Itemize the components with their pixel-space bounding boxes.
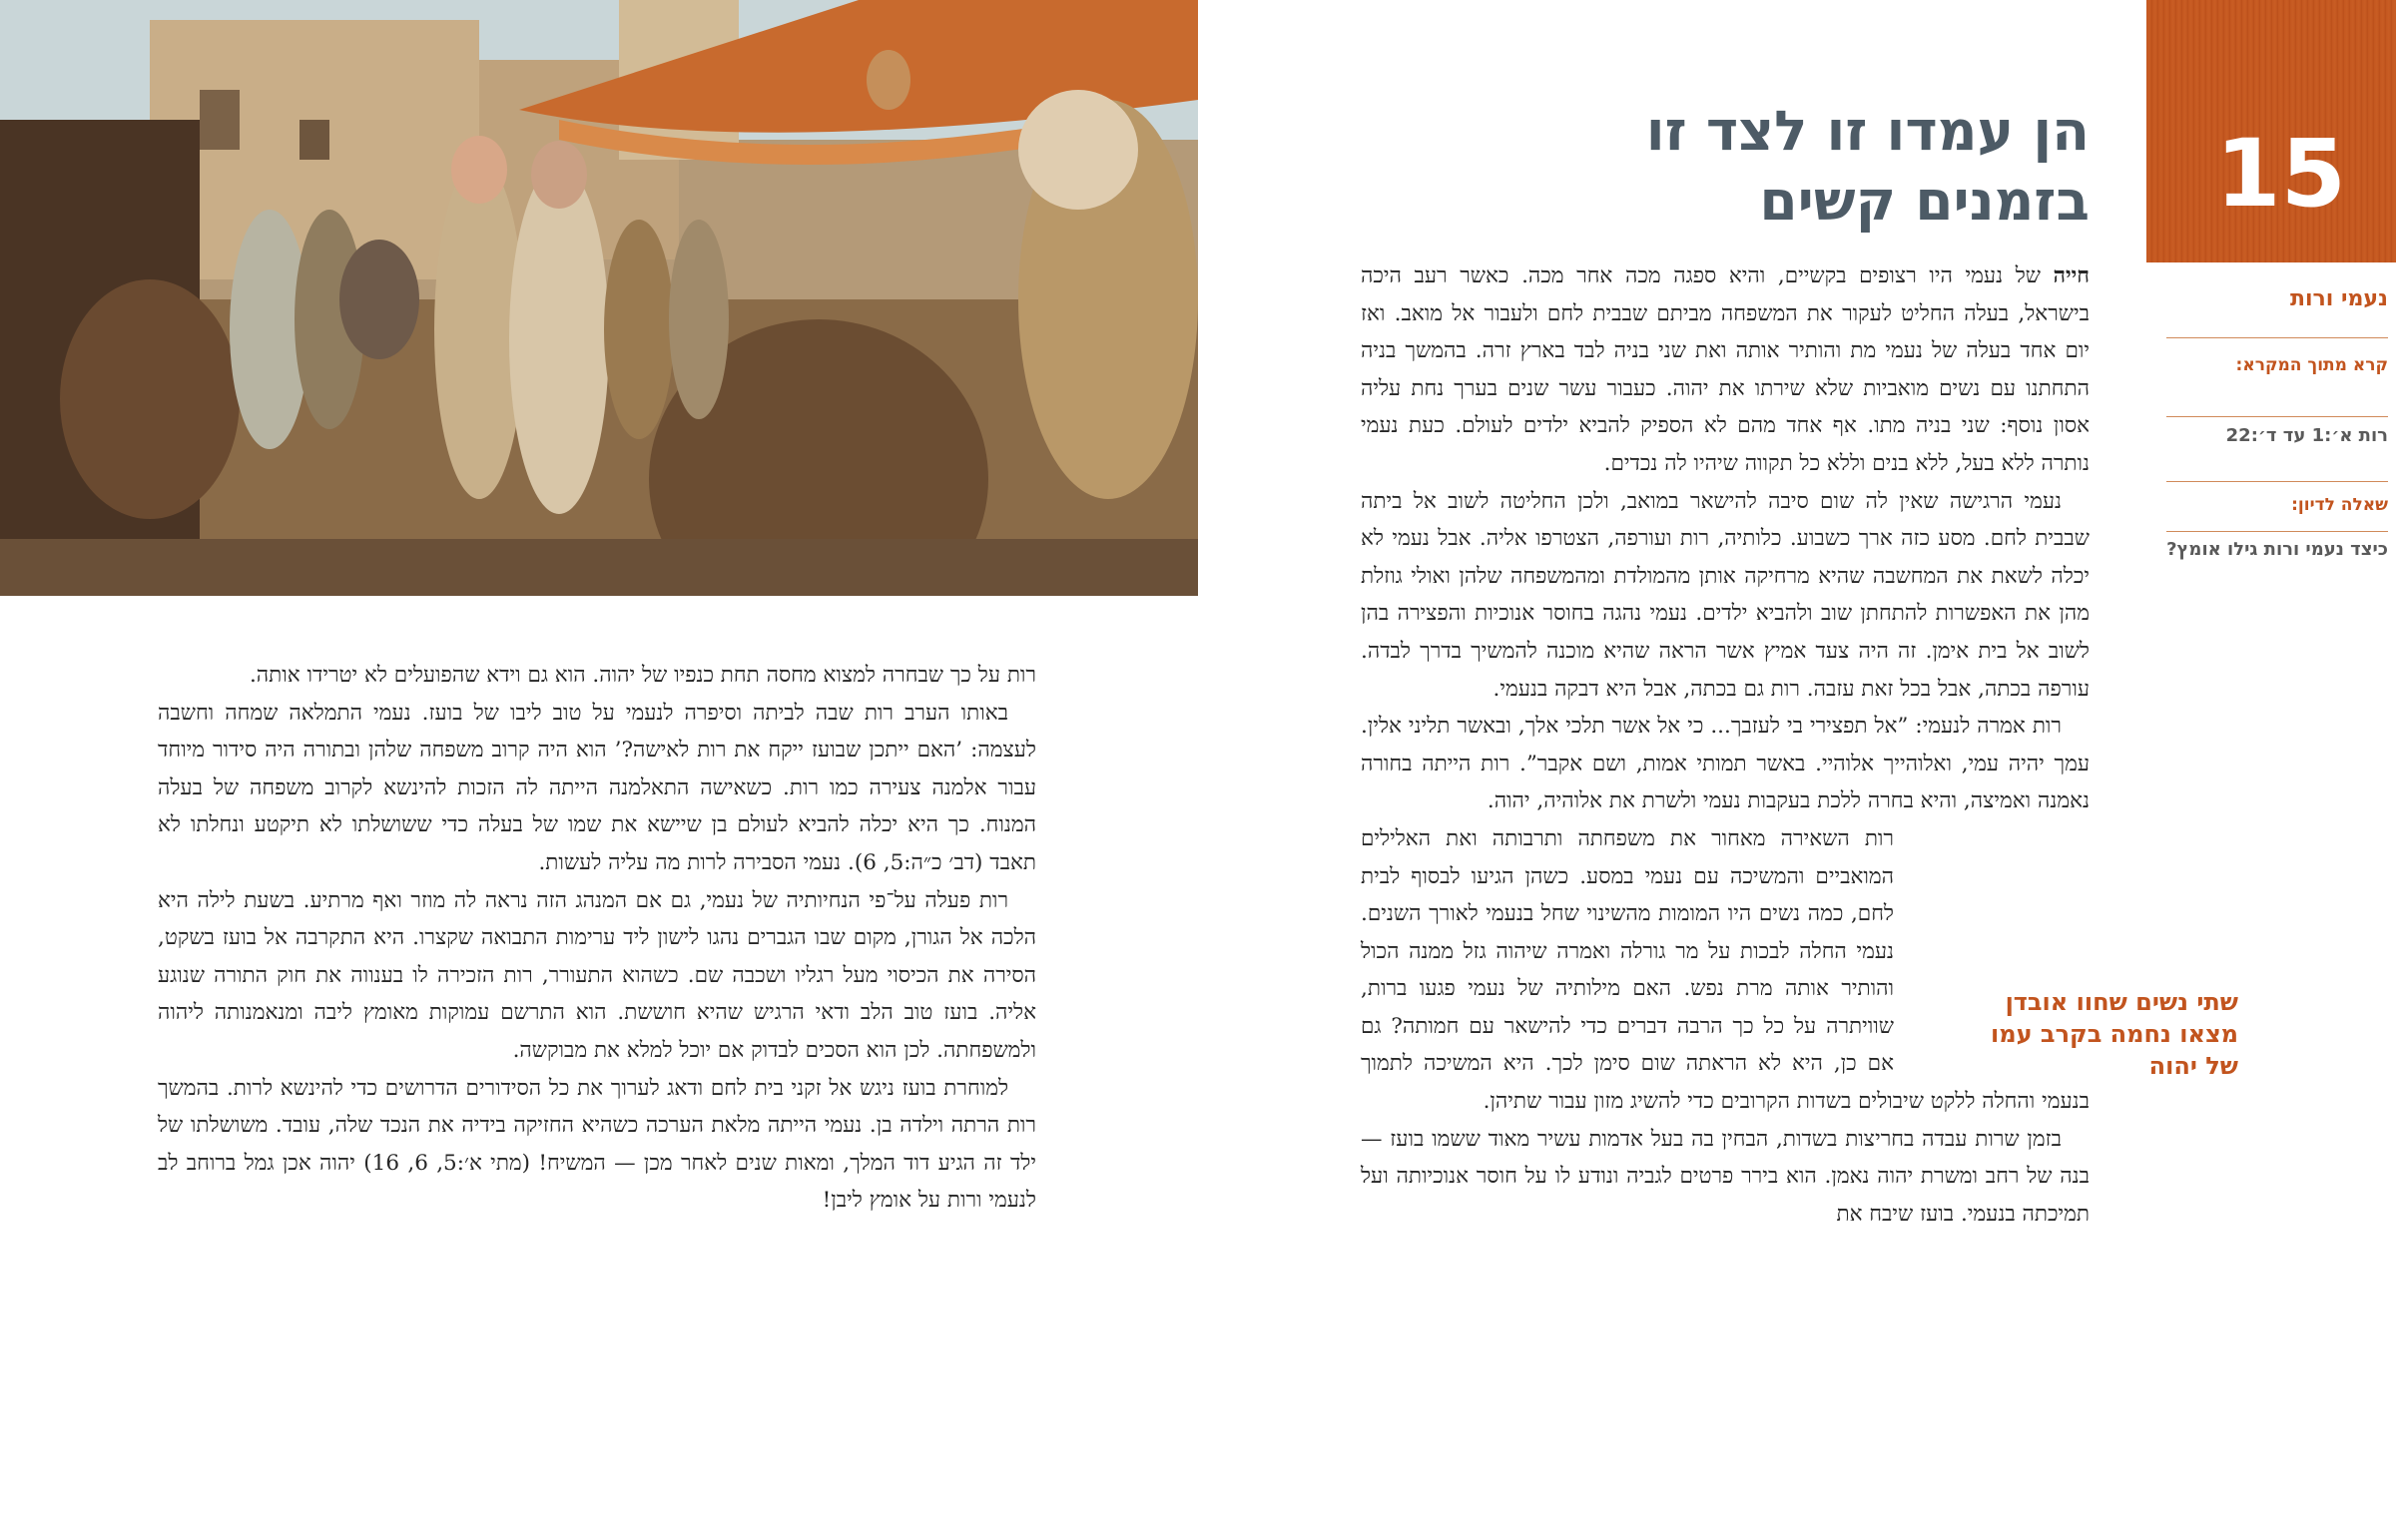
paragraph-text: רות השאירה מאחור את משפחתה ותרבותה ואת האלילים המואביים והמשיכה עם נעמי במסע. כשהן הגיעו לבסוף לבית לחם, כמה נשים היו המומות מהשינוי שחל בנעמי לאורך השנים. נעמי החלה לבכות על מר גורלה ואמרה שיהוה גזל ממנה הכול והותיר אותה מרת נפש. האם מילותיה של נעמי פגעו ברות, שוויתרה על כל כך הרבה דברים כדי להישאר עם חמותה? גם אם כן, היא לא הראתה שום סימן לכך. היא המשיכה לתמוך בנעמי והחלה ללקט שיבולים בשדות הקרובים כדי להשיג מזון עבור שתיהן. — [1361, 825, 2090, 1115]
sidebar-read-label: קרא מתוך המקרא: — [2235, 355, 2388, 375]
paragraph: רות אמרה לנעמי: ”אל תפצירי בי לעזבך... כי אל אשר תלכי אלך, ובאשר תליני אלין. עמך יהיה עמי, ואלוהייך אלוהיי. באשר תמותי אמות, ושם אקבר”. רות הייתה בחורה נאמנה ואמיצה, והיא בחרה ללכת בעקבות נעמי ולשרת את אלוהיה, יהוה. — [1361, 714, 2090, 814]
paragraph: בזמן שרות עבדה בחריצות בשדות, הבחין בה בעל אדמות עשיר מאוד ששמו בועז — בנה של רחב ומשרת יהוה נאמן. הוא בירר פרטים לגביה ונודע לו על חוסר אנוכיותה ועל תמיכתה בנעמי. בועז שיבח את — [1361, 1126, 2090, 1227]
sidebar-divider — [2166, 337, 2388, 338]
sidebar-divider — [2166, 416, 2388, 417]
lead-word: חייה — [2053, 263, 2090, 288]
sidebar-heading: נעמי ורות — [2289, 286, 2388, 311]
illustration-art — [0, 0, 1198, 596]
sidebar-divider — [2166, 531, 2388, 532]
sidebar-divider — [2166, 481, 2388, 482]
paragraph: באותו הערב רות שבה לביתה וסיפרה לנעמי על טוב ליבו של בועז. נעמי התמלאה שמחה וחשבה לעצמה: ’האם ייתכן שבועז ייקח את רות לאישה?’ הוא היה קרוב משפחה שלהן ובתורה היה סידור מיוחד עבור אלמנה צעירה כמו רות. כשאישה התאלמנה הייתה לה הזכות להינשא לקרוב משפחה של בעלה המנוח. כך היא יכלה להביא לעולם בן שיישא את שמו של בעלה כדי ששושלתו לא תיקטע ונחלתו לא תאבד (דב׳ כ״ה:5, 6). נעמי הסבירה לרות מה עליה לעשות. — [158, 700, 1036, 875]
paragraph — [1361, 257, 2090, 483]
paragraph: רות על כך שבחרה למצוא מחסה תחת כנפיו של יהוה. הוא גם וידא שהפועלים לא יטרידו אותה. — [249, 663, 1036, 688]
market-illustration — [0, 0, 1198, 596]
pull-quote: שתי נשים שחוו אובדן מצאו נחמה בקרב עמו של יהוה — [1990, 988, 2238, 1080]
sidebar-question-label: שאלה לדיון: — [2291, 495, 2388, 515]
sidebar-question-text: כיצד נעמי ורות גילו אומץ? — [2166, 539, 2388, 560]
title-line: הן עמדו זו לצד זו — [1645, 99, 2090, 163]
paragraph-text: של נעמי היו רצופים בקשיים, והיא ספגה מכה אחר מכה. כאשר רעב היכה בישראל, בעלה החליט לעקור את המשפחה מביתם שבבית לחם ולעבור אל מואב. ואז יום אחד בעלה של נעמי מת והותיר אותה ואת שני בניה לבד בארץ זרה. בהמשך בניה התחתנו עם נשים מואביות שלא שירתו את יהוה. כעבור עשר שנים בערך נחת עליה אסון נוסף: שני בניה מתו. אף אחד מהם לא הספיק להביא ילדים לעולם. כעת נעמי נותרה ללא בעל, ללא בנים וללא כל תקווה שיהיו לה נכדים. — [1361, 263, 2090, 476]
paragraph: למוחרת בועז ניגש אל זקני בית לחם ודאג לערוך את כל הסידורים הדרושים כדי להינשא לרות. בהמשך רות הרתה וילדה בן. נעמי הייתה מלאת הערכה כשהיא החזיקה בידיה את הנכד שלה, עובד. משושלתו של ילד זה הגיע דוד המלך, ומאות שנים לאחר מכן — המשיח! (מתי א׳:5, 6, 16) יהוה אכן גמל ברוחב לב לנעמי ורות על אומץ ליבן! — [158, 1075, 1036, 1214]
title-line: בזמנים קשים — [1759, 169, 2090, 233]
body-column-left — [158, 657, 1036, 1220]
chapter-number: 15 — [2215, 120, 2346, 229]
sidebar-read-ref: רות א׳:1 עד ד׳:22 — [2225, 425, 2388, 446]
page-title — [1391, 96, 2090, 236]
body-column-right — [1361, 257, 2090, 1233]
paragraph: רות פעלה על־פי הנחיותיה של נעמי, גם אם המנהג הזה נראה לה מוזר ואף מרתיע. בשעת לילה היא הלכה אל הגורן, מקום שבו הגברים נהגו לישון ליד ערימות התבואה שקצרו. היא התקרבה אל בועז בשקט, הסירה את הכיסוי מעל רגליו ושכבה שם. כשהוא התעורר, רות הזכירה לו בענווה את חוק התורה שנוגע אליה. בועז טוב הלב ודאי הרגיש שהיא חוששת. הוא התרשם עמוקות מאומץ ליבה ומנאמנותה ליהוה ולמשפחתה. לכן הוא הסכים לבדוק אם יוכל למלא את מבוקשה. — [158, 887, 1036, 1063]
paragraph: נעמי הרגישה שאין לה שום סיבה להישאר במואב, ולכן החליטה לשוב אל ביתה שבבית לחם. מסע כזה ארך כשבוע. כלותיה, רות ועורפה, הצטרפו אליה. אבל נעמי לא יכלה לשאת את המחשבה שהיא מרחיקה אותן מהמולדת ומהמשפחה שלהן ואולי גוזלת מהן את האפשרות להתחתן שוב ולהביא ילדים. נעמי נהגה בחוסר אנוכיות והפצירה בהן לשוב אל בית אימן. זה היה צעד אמיץ אשר הראה שהיא מוכנה להמשיך בדרך לבדה. עורפה בכתה, אבל בכל זאת עזבה. רות גם בכתה, אבל היא דבקה בנעמי. — [1361, 488, 2090, 702]
chapter-number-tab — [2146, 0, 2396, 262]
